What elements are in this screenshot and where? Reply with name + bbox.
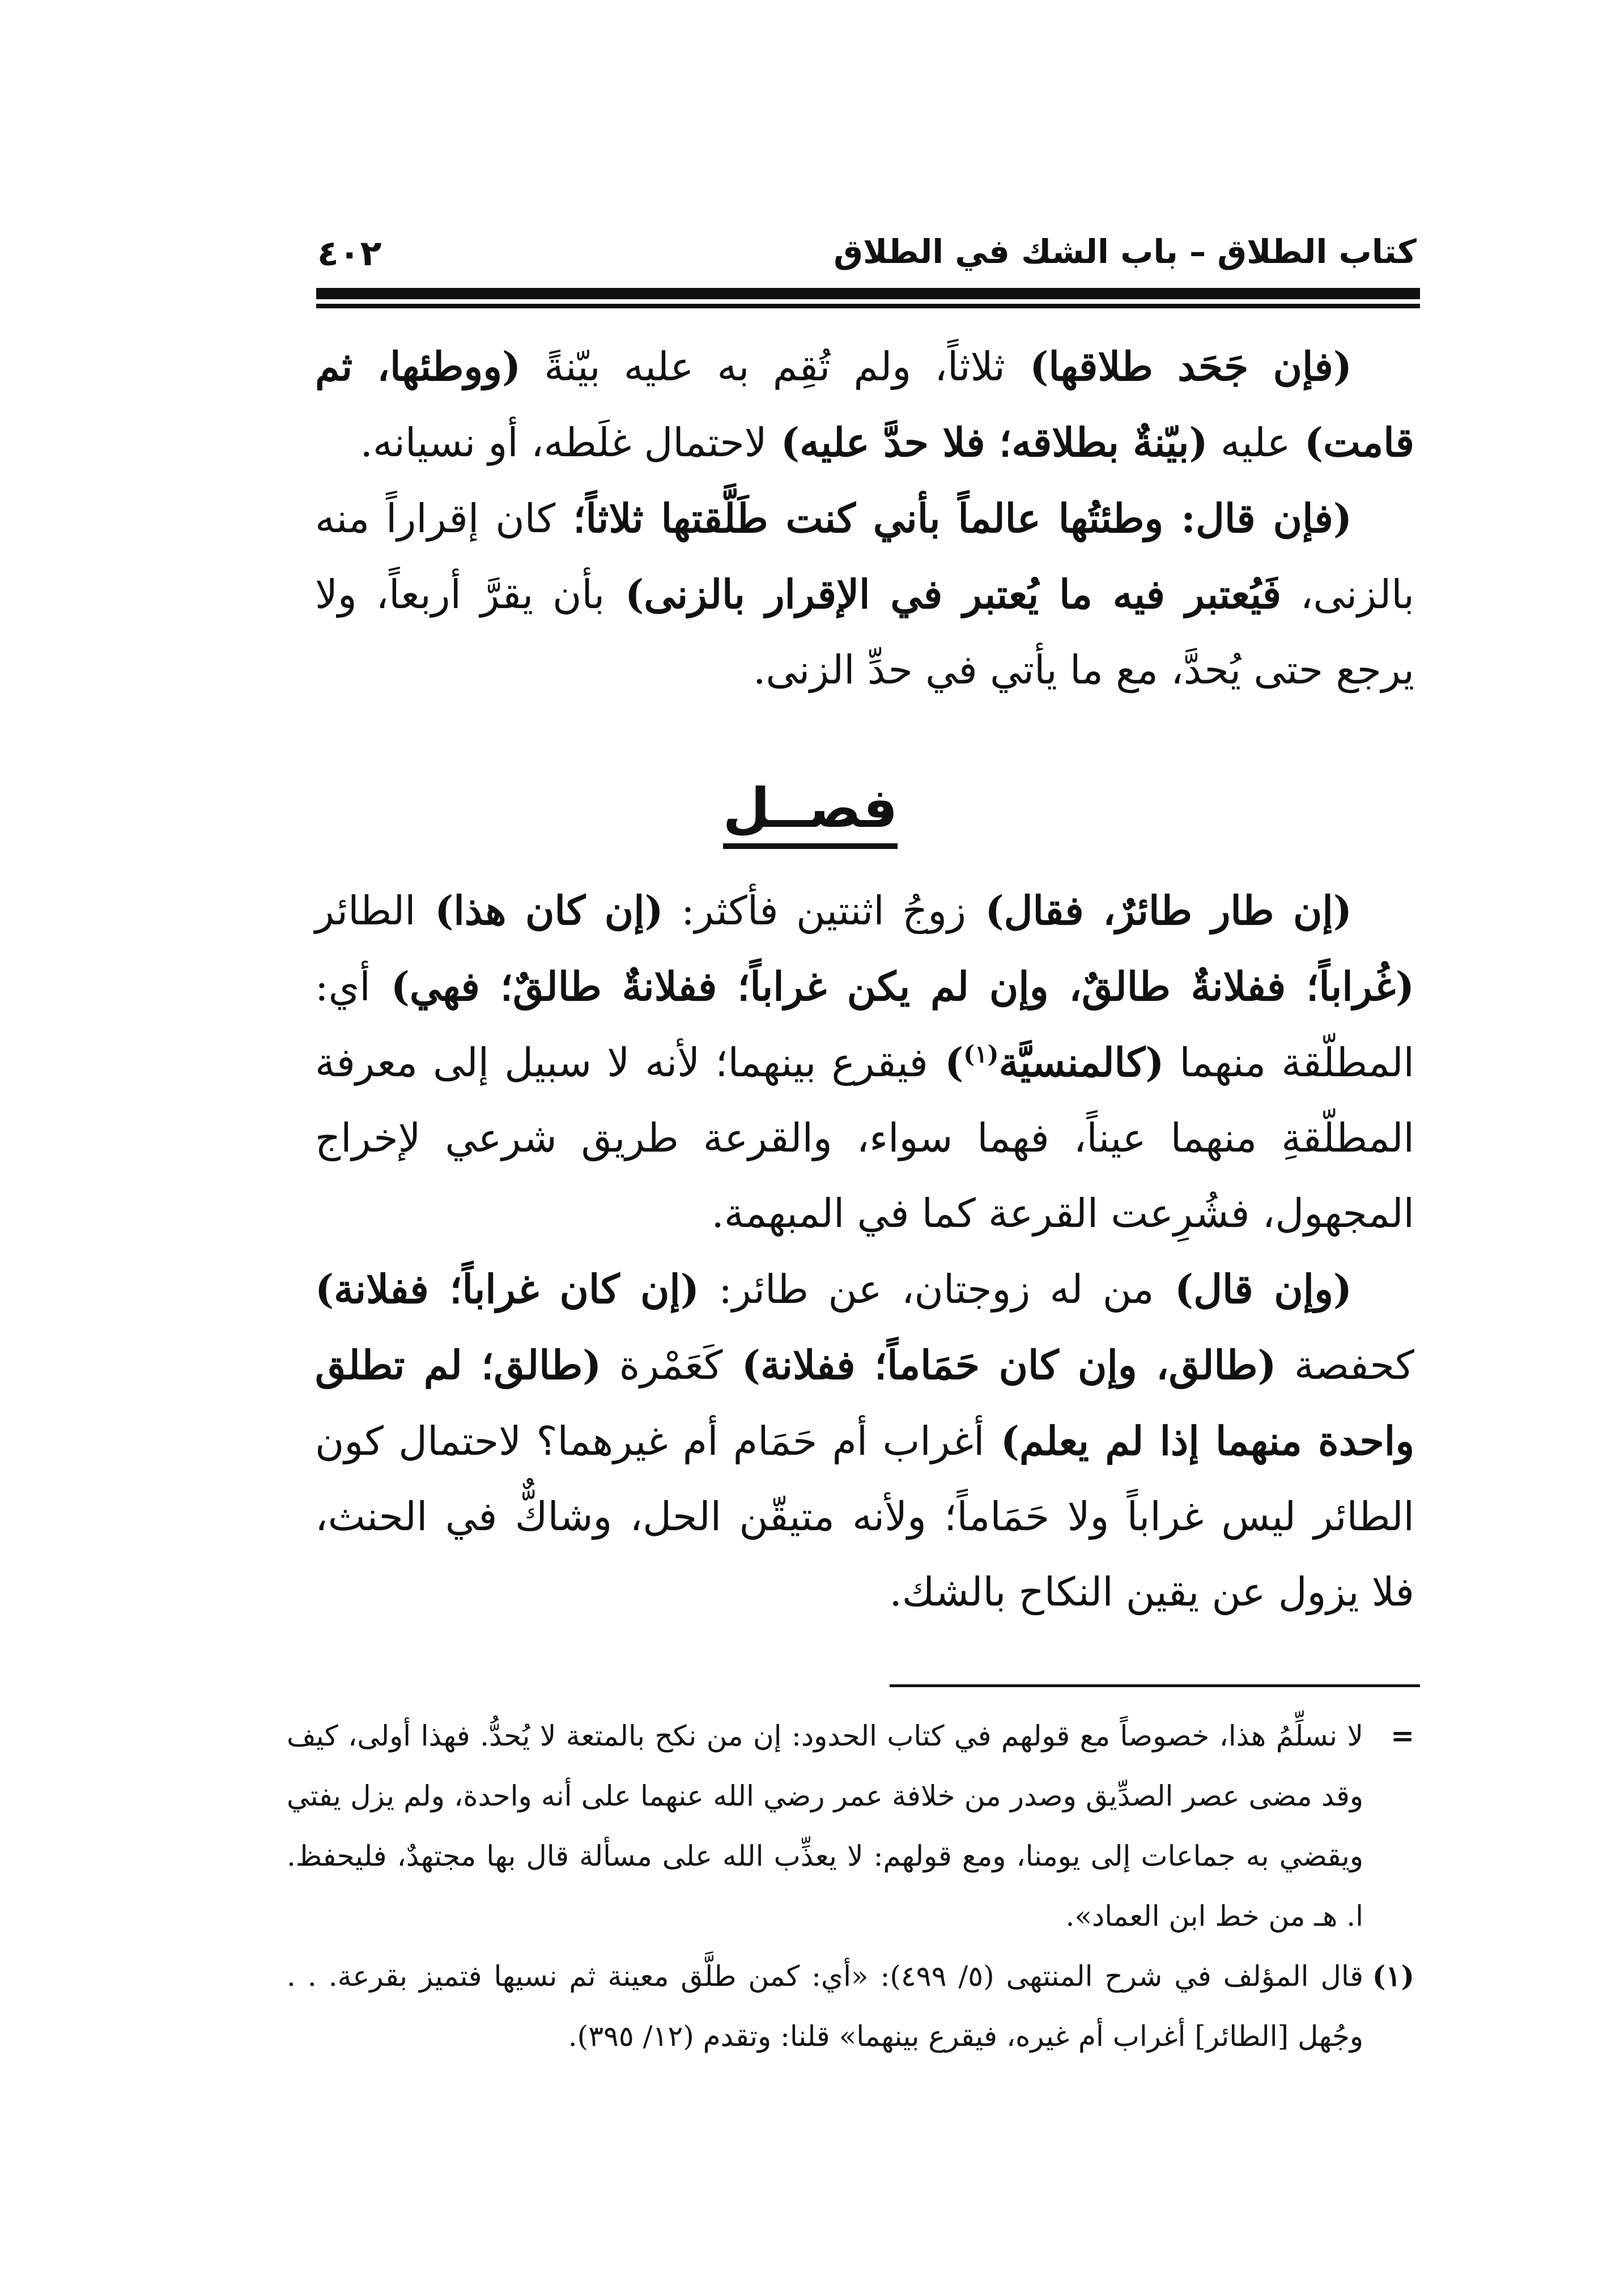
header-rule-thin: [316, 304, 1420, 308]
text-run: (وإن قال): [1154, 1266, 1352, 1313]
text-block-1: [315, 329, 1414, 708]
footnotes: [287, 1706, 1414, 2066]
text-run: (إن طار طائرٌ، فقال): [966, 887, 1352, 934]
paragraph-admission: [315, 481, 1414, 708]
text-run: أي: المطلّقة منهما: [315, 963, 1415, 1086]
text-block-2: [315, 873, 1414, 1630]
footnote-1: [287, 1946, 1414, 2066]
text-run: (طالق؛ لم تطلق واحدة منهما إذا لم يعلم): [315, 1341, 1414, 1464]
text-run: (إن كان غراباً؛ ففلانة): [315, 1266, 699, 1313]
section-heading-text: فصــل: [723, 776, 898, 849]
section-heading: [669, 776, 952, 849]
text-run: (كالمنسيَّة: [998, 1039, 1164, 1086]
text-run: أغراب أم حَمَام أم غيرهما؟ لاحتمال كون الطائر ليس غراباً ولا حَمَاماً؛ ولأنه متيقّن الحل، وشاكٌّ في الحنث، فلا يزول عن يقين النكاح بالشك.: [315, 1418, 1414, 1615]
text-run: فيقرع بينهما؛ لأنه لا سبيل إلى معرفة المطلّقةِ منهما عيناً، فهما سواء، والقرعة طريق شرعي لإخراج المجهول، فشُرِعت القرعة كما في المبهمة.: [315, 1039, 1414, 1237]
text-run: (طالق، وإن كان حَمَاماً؛ ففلانة): [722, 1341, 1277, 1388]
text-run: بأن يقرَّ أربعاً، ولا يرجع حتى يُحدَّ، مع ما يأتي في حدِّ الزنى.: [315, 571, 1414, 693]
text-run: (غُراباً؛ ففلانةٌ طالقٌ، وإن لم يكن غراباً؛ ففلانةٌ طالقٌ؛ فهي): [370, 963, 1414, 1010]
paragraph-denial: [315, 329, 1414, 481]
text-run: (إن كان هذا): [415, 887, 664, 934]
text-run: زوجُ اثنتين فأكثر:: [663, 888, 966, 934]
text-run: عليه: [1208, 419, 1291, 466]
footnote-1-marker: (١): [1372, 1959, 1414, 1993]
footnote-reference: (١): [963, 1040, 999, 1068]
text-run: ): [928, 1039, 964, 1086]
text-run: كحفصة: [1276, 1342, 1414, 1388]
page-number: ٤٠٢: [317, 232, 382, 274]
paragraph-bird-doubt: [315, 1251, 1414, 1630]
footnote-continuation-text: لا نسلِّمُ هذا، خصوصاً مع قولهم في كتاب الحدود: إن من نكح بالمتعة لا يُحدُّ. فهذا أولى، كيف وقد مضى عصر الصدِّيق وصدر من خلافة عمر رضي الله عنهما على أنه واحدة، ولم يزل يفتي ويقضي به جماعات إلى يومنا، ومع قولهم: لا يعذِّب الله على مسألة قال بها مجتهدٌ، فليحفظ. ا. هـ من خط ابن العماد».: [287, 1719, 1363, 1933]
header-rule-thick: [316, 288, 1420, 299]
paragraph-bird-lottery: [315, 873, 1414, 1251]
running-header: [317, 232, 1417, 283]
text-run: (ووطئها، ثم قامت): [315, 343, 1414, 466]
footnote-continuation: [287, 1706, 1414, 1946]
footnote-separator: [890, 1684, 1420, 1687]
text-run: فَيُعتبر فيه ما يُعتبر في الإقرار بالزنى): [605, 571, 1282, 618]
footnote-1-text: قال المؤلف في شرح المنتهى (٥/ ٤٩٩): «أي: كمن طلَّق معينة ثم نسيها فتميز بقرعة. . . وجُهل [الطائر] أغراب أم غيره، فيقرع بينهما» قلنا: وتقدم (١٢/ ٣٩٥).: [287, 1960, 1363, 2053]
chapter-title: كتاب الطلاق – باب الشك في الطلاق: [834, 232, 1417, 271]
header-rule: [316, 288, 1420, 311]
text-run: كَعَمْرة: [601, 1342, 723, 1388]
text-run: كان إقراراً منه بالزنى،: [315, 495, 1414, 618]
footnote-continuation-marker: =: [1391, 1719, 1414, 1752]
text-run: من له زوجتان، عن طائر:: [699, 1266, 1154, 1313]
text-run: (فإن جَحَد طلاقها): [1005, 343, 1352, 390]
text-run: لاحتمال غلَطه، أو نسيانه.: [360, 419, 767, 466]
text-run: (فإن قال: وطئتُها عالماً بأني كنت طَلَّقتها ثلاثاً؛: [555, 495, 1352, 542]
text-run: الطائر: [315, 888, 416, 934]
text-run: ثلاثاً، ولم تُقِم به عليه بيّنةً: [521, 343, 1005, 390]
text-run: (بيّنةٌ بطلاقه؛ فلا حدَّ عليه): [767, 419, 1208, 466]
